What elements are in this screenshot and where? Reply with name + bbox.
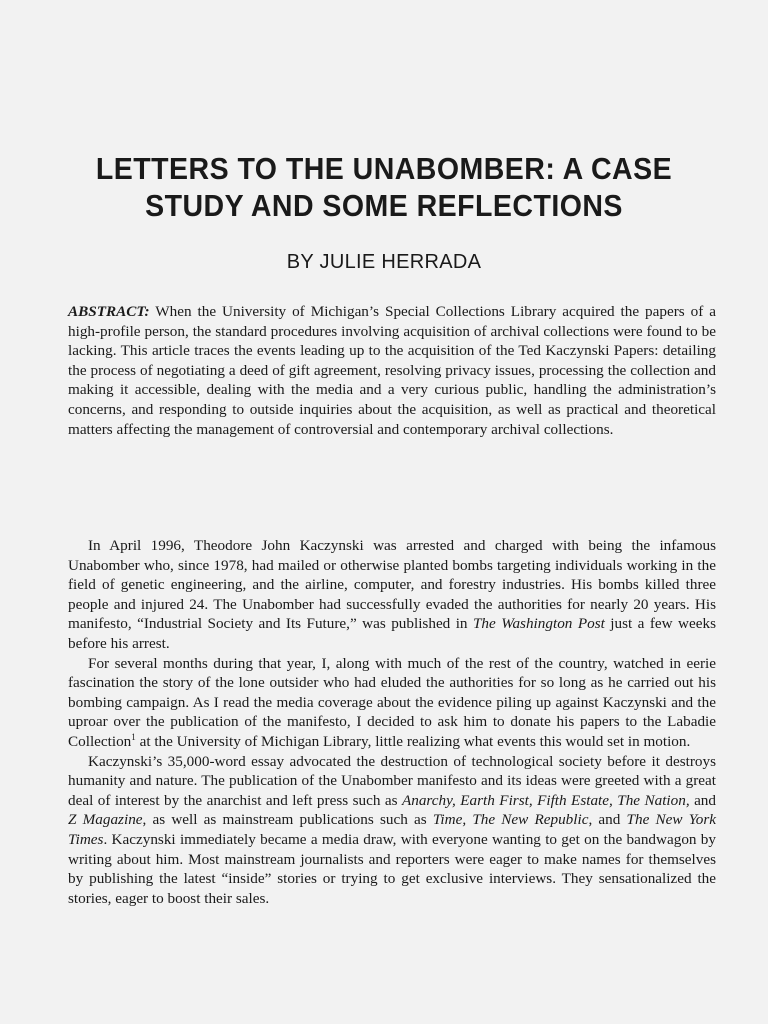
p3-text-d: , and xyxy=(588,811,627,829)
p1-italic: The Washington Post xyxy=(472,615,605,633)
p3-text-b: and xyxy=(689,791,716,809)
paragraph-1 xyxy=(68,536,716,654)
p1-text-b: just a few weeks before his arrest. xyxy=(68,615,717,652)
p3-text-e: . Kaczynski immediately became a media draw, with everyone wanting to get on the bandwagon by writing about him. Most mainstream journalists and reporters were eager to make names for themselves by publishing the latest “inside” stories or trying to get exclusive interviews. They sensationalized the stories, eager to boost their sales. xyxy=(68,830,716,907)
p1-text-a: In April 1996, Theodore John Kaczynski was arrested and charged with being the infamous Unabomber who, since 1978, had mailed or otherwise planted bombs targeting individuals working in the field of genetic engineering, and the airline, computer, and forestry industries. His bombs killed three people and injured 24. The Unabomber had successfully evaded the authorities for nearly 20 years. His manifesto, “Industrial Society and Its Future,” was published in xyxy=(68,537,716,633)
p3-italic-4: The New York Times xyxy=(68,811,716,848)
p3-italic-3: Time, The New Republic xyxy=(432,811,589,829)
article-title xyxy=(86,150,682,224)
paragraph-2 xyxy=(68,654,716,752)
p3-italic-2: Z Magazine xyxy=(68,811,143,829)
paragraph-3 xyxy=(68,752,716,909)
abstract-label: ABSTRACT: xyxy=(68,303,150,320)
abstract xyxy=(68,302,716,439)
title-line-2: STUDY AND SOME REFLECTIONS xyxy=(145,188,623,223)
p2-text-a: For several months during that year, I, along with much of the rest of the country, watched in eerie fascination the story of the lone outsider who had eluded the authorities for so long as he carried out his bombing campaign. As I read the media coverage about the evidence piling up against Kaczynski and the uproar over the publication of the manifesto, I decided to ask him to donate his papers to the Labadie Collection xyxy=(68,654,716,750)
p2-text-b: at the University of Michigan Library, little realizing what events this would set in motion. xyxy=(135,732,691,750)
article-body xyxy=(68,536,716,908)
title-line-1: LETTERS TO THE UNABOMBER: A CASE xyxy=(95,151,673,186)
p3-text-c: , as well as mainstream publications such as xyxy=(142,811,433,829)
p3-text-a: Kaczynski’s 35,000-word essay advocated the destruction of technological society before it destroys humanity and nature. The publication of the Unabomber manifesto and its ideas were greeted with a great deal of interest by the anarchist and left press such as xyxy=(68,752,716,809)
footnote-ref-1[interactable]: 1 xyxy=(131,731,136,742)
author-byline: BY JULIE HERRADA xyxy=(286,251,482,273)
p3-italic-1: Anarchy, Earth First, Fifth Estate, The Nation, xyxy=(401,791,690,809)
abstract-text: When the University of Michigan’s Special Collections Library acquired the papers of a high-profile person, the standard procedures involving acquisition of archival collections were found to be lacking. This article traces the events leading up to the acquisition of the Ted Kaczynski Papers: detailing the process of negotiating a deed of gift agreement, resolving privacy issues, processing the collection and making it accessible, dealing with the media and a very curious public, handling the administration’s concerns, and responding to outside inquiries about the acquisition, as well as practical and theoretical matters affecting the management of controversial and contemporary archival collections. xyxy=(68,303,716,438)
